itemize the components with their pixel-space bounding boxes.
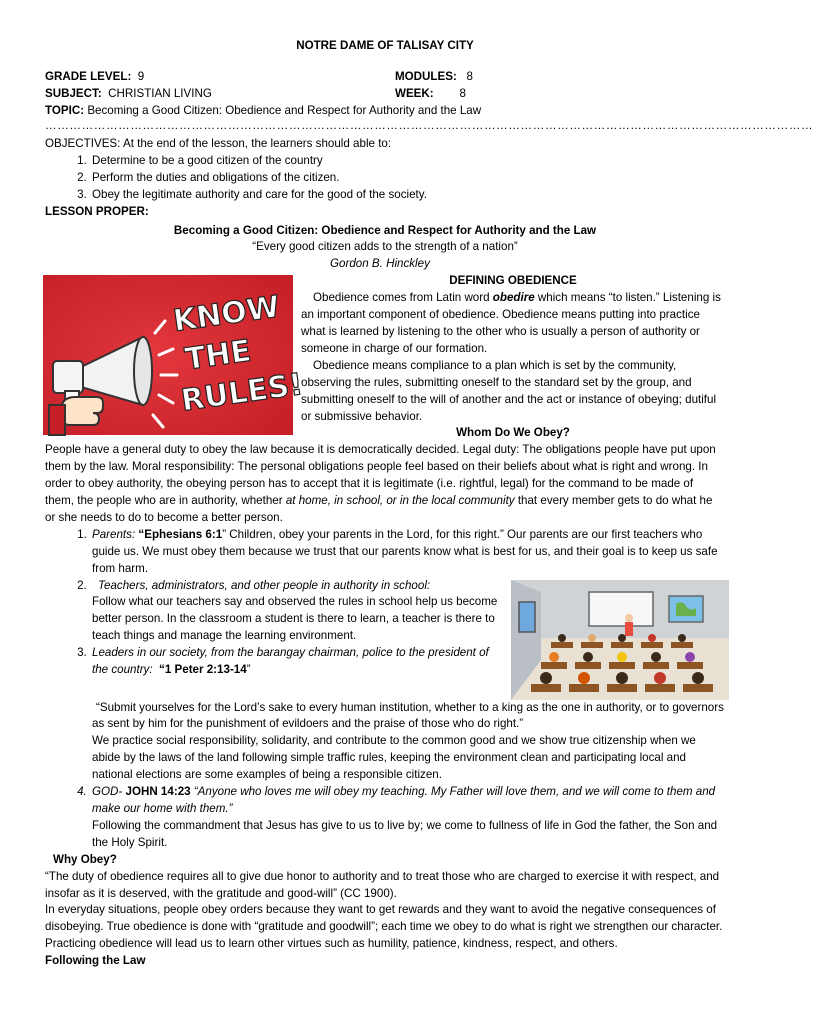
item-label: Teachers, administrators, and other people in authority in school: [98,578,431,592]
definition-text: Obedience comes from Latin word [313,291,493,305]
subject-value: CHRISTIAN LIVING [108,87,212,100]
item-text: ” [246,663,251,677]
authority-list [45,527,725,852]
authority-item-god [90,784,725,852]
objective-item: 3. Obey the legitimate authority and care for the good of the society. [90,187,725,204]
bible-reference: JOHN 14:23 [122,785,191,799]
definition-paragraph-2: Obedience means compliance to a plan which is set by the community, observing the rules, submitting oneself to the standard set by the group, and submitting oneself to the will of another and the act or instance of obeying; dutiful or submissive behavior. [301,358,717,423]
document-page [45,38,813,970]
item-label: Parents: [92,527,136,541]
poster-word-rules: RULES! [179,367,306,419]
bible-reference: “Ephesians 6:1 [138,527,223,541]
latin-word: obedire [492,291,535,305]
topic-row [45,103,725,120]
week-value: 8 [459,87,466,100]
quote-author: Gordon B. Hinckley [330,257,430,271]
modules-value: 8 [466,70,473,83]
modules-label: MODULES: [395,70,457,83]
lesson-quote: “Every good citizen adds to the strength of a nation” [252,240,518,254]
dotted-separator: ……………………………………………………………………………………………………………………………………………………………………… [45,119,813,132]
item-quote: “Submit yourselves for the Lord’s sake to every human institution, whether to a king as the one in authority, or to governors as sent by him for the punishment of evildoers and the praise of those who do right.” [92,700,724,731]
bible-reference: “1 Peter 2:13-14 [159,663,247,677]
objectives-intro: OBJECTIVES: At the end of the lesson, the learners should able to: [45,137,392,150]
week-label: WEEK: [395,87,434,100]
whom-text: People have a general duty to obey the law because it is democratically decided. Legal duty: The obligations people have put upon them by the law. Moral responsibility: The personal obligations people feel based on their beliefs about what is right and wrong. In order to obey authority, the obeying person has to accept that it is legitimate (i.e. rightful, legal) for the command to be made of them, the people who are in authority, whether [45,443,716,508]
authority-item-parents [90,527,725,578]
lesson-heading: LESSON PROPER: [45,204,149,218]
following-the-law-heading: Following the Law [45,954,146,968]
objective-item: 2. Perform the duties and obligations of the citizen. [90,170,725,187]
objective-item: 1. Determine to be a good citizen of the country [90,153,725,170]
item-text: Following the commandment that Jesus has give to us to live by; we come to fullness of life in God the father, the Son and the Holy Spirit. [92,818,718,849]
why-paragraph-2: In everyday situations, people obey orders because they want to get rewards and they want to avoid the negative consequences of disobeying. True obedience is done with “gratitude and goodwill”; each time we obey to do what is right we strengthen our character. Practicing obedience will lead us to learn other virtues such as humility, patience, kindness, respect, and others. [45,903,723,951]
topic-value: Becoming a Good Citizen: Obedience and Respect for Authority and the Law [87,104,482,117]
subject-label: SUBJECT: [45,87,102,100]
whom-paragraph [45,442,725,527]
subject-row [45,86,725,103]
item-label: GOD- [92,785,123,799]
item-label: Leaders in our society, from the barangay chairman, police to the president of the country: [92,646,489,677]
whom-text: that every member gets to do what he or she needs to do to become a better person. [45,494,713,524]
topic-label: TOPIC: [45,104,85,117]
defining-obedience-heading: DEFINING OBEDIENCE [449,274,577,288]
why-paragraph-1: “The duty of obedience requires all to give due honor to authority and to treat those who are charged to exercise it with respect, and insofar as it is deserved, with the gratitude and good-will” (CC 1900). [45,869,720,900]
why-obey-heading: Why Obey? [53,852,117,866]
whom-do-we-obey-heading: Whom Do We Obey? [456,426,570,440]
grade-row [45,69,725,86]
poster-word-the: THE [182,333,254,378]
grade-label: GRADE LEVEL: [45,70,132,83]
item-text: ” Children, obey your parents in the Lord, for this right.” Our parents are our first teachers who guide us. We must obey them because we trust that our parents know what is best for us, and their goal is to keep us safe from harm. [92,527,718,575]
poster-word-know: KNOW [171,289,282,340]
know-the-rules-image [43,275,306,435]
authority-item-school [90,578,725,646]
grade-value: 9 [137,70,145,83]
item-quote: “Anyone who loves me will obey my teaching. My Father will love them, and we will come to them and make our home with them.” [92,785,716,815]
whom-italic: at home, in school, or in the local community [285,494,515,508]
school-name: NOTRE DAME OF TALISAY CITY [296,39,474,52]
lesson-title: Becoming a Good Citizen: Obedience and Respect for Authority and the Law [173,223,597,237]
objectives-list [45,153,725,204]
classroom-image [511,580,729,700]
item-text: Follow what our teachers say and observed the rules in school help us become better person. In the classroom a student is there to learn, a teacher is there to teach things and manage the learning environment. [92,595,498,643]
definition-text: which means “to listen.” Listening is an important component of obedience. Obedience means putting into practice what is learned by listening to the other who is usually a person of authority or someone in charge of our formation. [301,291,721,355]
item-text: We practice social responsibility, solidarity, and contribute to the common good and we show true citizenship when we abide by the laws of the land following simple traffic rules, keeping the environment clean and participating local and national elections are some examples of being a responsible citizen. [92,734,696,782]
